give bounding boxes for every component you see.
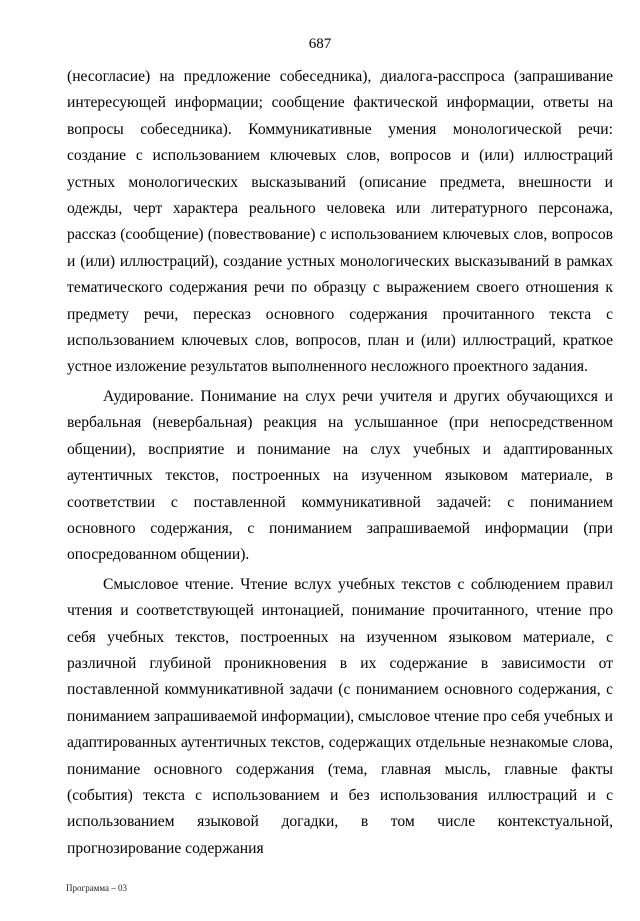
paragraph-1: (несогласие) на предложение собеседника), диалога-расспроса (запрашивание интересующей информации; сообщение фактической информации, ответы на вопросы собеседника). Коммуникативные умения монологической речи: создание с использованием ключевых слов, вопросов и (или) иллюстраций устных монологических высказываний (описание предмета, внешности и одежды, черт характера реального человека или литературного персонажа, рассказ (сообщение) (повествование) с использованием ключевых слов, вопросов и (или) иллюстраций), создание устных монологических высказываний в рамках тематического содержания речи по образцу с выражением своего отношения к предмету речи, пересказ основного содержания прочитанного текста с использованием ключевых слов, вопросов, план и (или) иллюстраций, краткое устное изложение результатов выполненного несложного проектного задания. — [67, 68, 613, 376]
footer-label: Программа – 03 — [66, 883, 128, 893]
paragraph-2: Аудирование. Понимание на слух речи учителя и других обучающихся и вербальная (невербальная) реакция на услышанное (при непосредственном общении), восприятие и понимание на слух учебных и адаптированных аутентичных текстов, построенных на изученном языковом материале, в соответствии с поставленной коммуникативной задачей: с пониманием основного содержания, с пониманием запрашиваемой информации (при опосредованном общении). — [67, 387, 613, 564]
page-number: 687 — [308, 36, 332, 52]
body-text — [67, 64, 613, 862]
paragraph-3: Смысловое чтение. Чтение вслух учебных текстов с соблюдением правил чтения и соответствующей интонацией, понимание прочитанного, чтение про себя учебных текстов, построенных на изученном языковом материале, с различной глубиной проникновения в их содержание в зависимости от поставленной коммуникативной задачи (с пониманием основного содержания, с пониманием запрашиваемой информации), смысловое чтение про себя учебных и адаптированных аутентичных текстов, содержащих отдельные незнакомые слова, понимание основного содержания (тема, главная мысль, главные факты (события) текста с использованием и без использования иллюстраций и с использованием языковой догадки, в том числе контекстуальной, прогнозирование содержания — [67, 575, 613, 857]
